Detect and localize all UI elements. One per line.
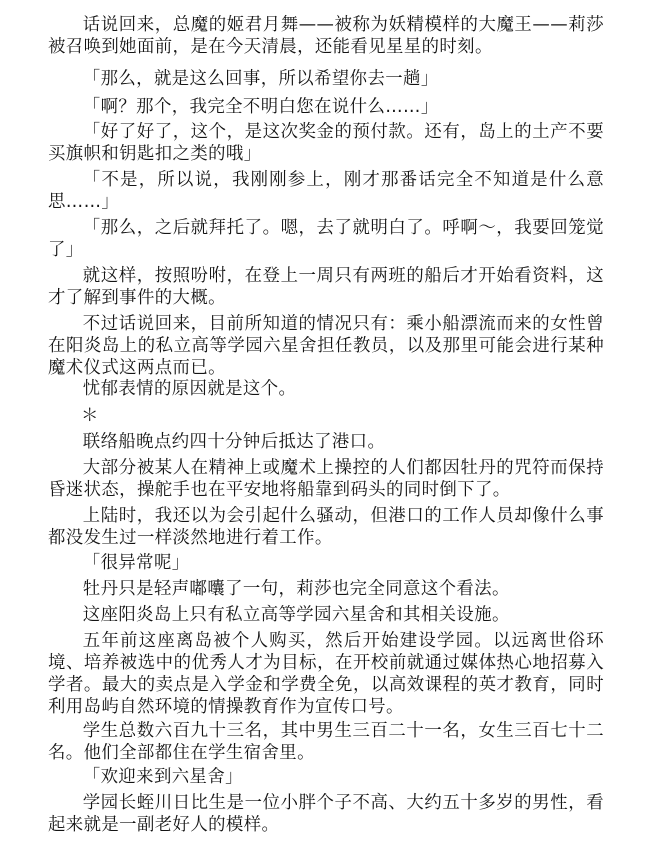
paragraph-14: 牡丹只是轻声嘟囔了一句，莉莎也完全同意这个看法。 — [82, 579, 510, 599]
paragraph-12: 上陆时，我还以为会引起什么骚动，但港口的工作人员却像什么事都没发生过一样淡然地进行着工作。 — [48, 506, 604, 548]
paragraph-17: 学生总数六百九十三名，其中男生三百二十一名，女生三百七十二名。他们全部都住在学生宿舍里。 — [48, 721, 604, 763]
paragraph-7: 就这样，按照吩咐，在登上一周只有两班的船后才开始看资料，这才了解到事件的大概。 — [48, 266, 604, 308]
paragraph-4: 「好了好了，这个，是这次奖金的预付款。还有，岛上的土产不要买旗帜和钥匙扣之类的哦」 — [48, 122, 604, 164]
paragraph-1: 话说回来，总魔的姬君月舞——被称为妖精模样的大魔王——莉莎被召唤到她面前，是在今天清晨，还能看见星星的时刻。 — [48, 15, 604, 57]
paragraph-18: 「欢迎来到六星舍」 — [82, 767, 243, 787]
paragraph-16: 五年前这座离岛被个人购买，然后开始建设学园。以远离世俗环境、培养被选中的优秀人才为目标，在开校前就通过媒体热心地招募入学者。最大的卖点是入学金和学费全免，以高效课程的英才教育，同时利用岛屿自然环境的情操教育作为宣传口号。 — [48, 631, 604, 717]
paragraph-5: 「不是，所以说，我刚刚参上，刚才那番话完全不知道是什么意思……」 — [48, 170, 604, 212]
paragraph-19: 学园长蛭川日比生是一位小胖个子不高、大约五十多岁的男性，看起来就是一副老好人的模样。 — [48, 793, 604, 835]
scene-break-asterisk: ＊ — [81, 406, 99, 426]
paragraph-2: 「那么，就是这么回事，所以希望你去一趟」 — [82, 69, 439, 89]
paragraph-8: 不过话说回来，目前所知道的情况只有：乘小船漂流而来的女性曾在阳炎岛上的私立高等学园六星舍担任教员，以及那里可能会进行某种魔术仪式这两点而已。 — [48, 314, 604, 378]
paragraph-3: 「啊？那个，我完全不明白您在说什么……」 — [82, 97, 439, 117]
paragraph-10: 联络船晚点约四十分钟后抵达了港口。 — [82, 432, 386, 452]
paragraph-11: 大部分被某人在精神上或魔术上操控的人们都因牡丹的咒符而保持昏迷状态，操舵手也在平安地将船靠到码头的同时倒下了。 — [48, 458, 604, 500]
paragraph-13: 「很异常呢」 — [82, 553, 190, 573]
paragraph-15: 这座阳炎岛上只有私立高等学园六星舍和其相关设施。 — [82, 605, 510, 625]
paragraph-9: 忧郁表情的原因就是这个。 — [82, 379, 297, 399]
paragraph-6: 「那么，之后就拜托了。嗯，去了就明白了。呼啊～，我要回笼觉了」 — [48, 218, 604, 260]
